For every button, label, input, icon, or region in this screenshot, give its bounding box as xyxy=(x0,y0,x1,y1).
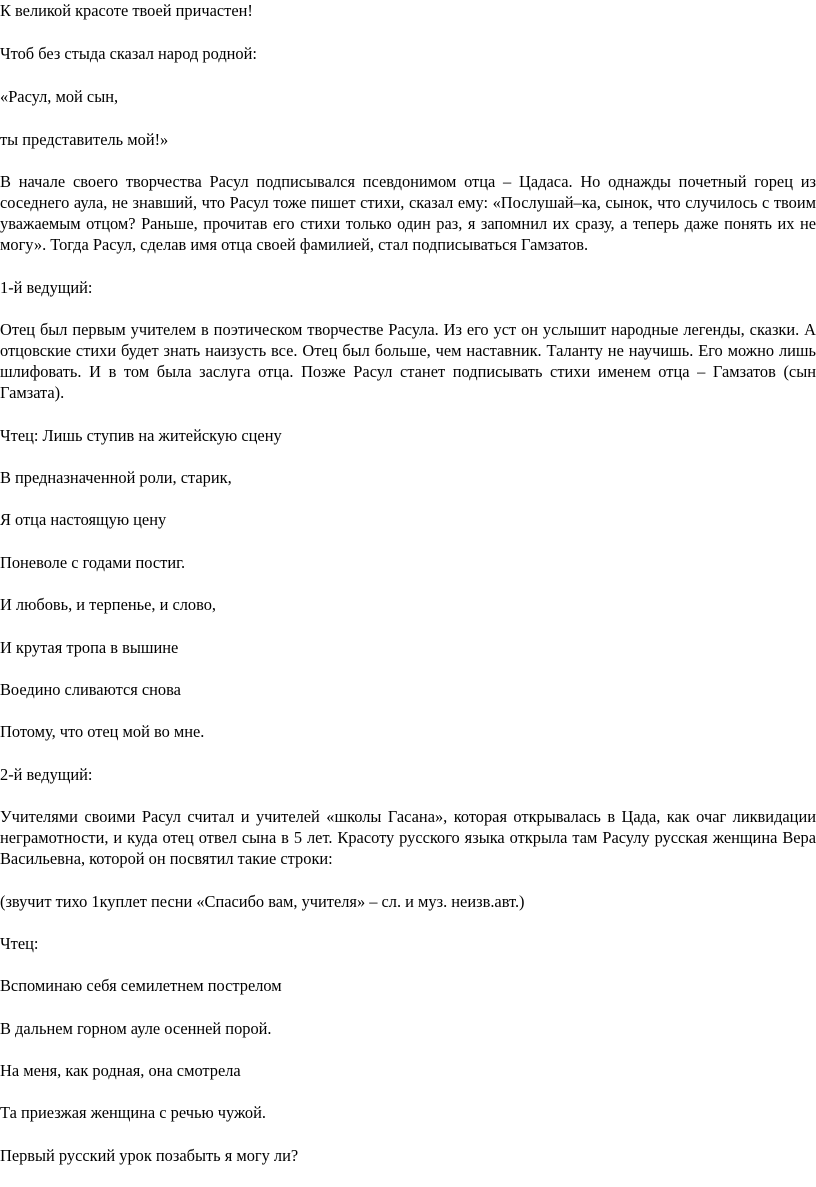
verse-line: К великой красоте твоей причастен! xyxy=(0,1,253,20)
speaker-label: 2-й ведущий: xyxy=(0,765,93,784)
verse-line: Я отца настоящую цену xyxy=(0,510,167,529)
body-paragraph: Отец был первым учителем в поэтическом творчестве Расула. Из его уст он услышит народные легенды, сказки. А отцовские стихи будет знать наизусть все. Отец был больше, чем наставник. Таланту не научишь. Его можно лишь шлифовать. И в том была заслуга отца. Позже Расул станет подписывать стихи именем отца – Гамзатов (сын Гамзата). xyxy=(0,320,816,402)
verse-line: Поневоле с годами постиг. xyxy=(0,553,186,572)
verse-line: ты представитель мой!» xyxy=(0,130,169,149)
verse-line: «Расул, мой сын, xyxy=(0,87,119,106)
verse-line: Та приезжая женщина с речью чужой. xyxy=(0,1103,266,1122)
verse-line: Первый русский урок позабыть я могу ли? xyxy=(0,1146,299,1165)
speaker-label: Чтец: xyxy=(0,934,39,953)
verse-line: Воедино сливаются снова xyxy=(0,680,181,699)
stage-direction: (звучит тихо 1куплет песни «Спасибо вам, учителя» – сл. и муз. неизв.авт.) xyxy=(0,892,525,911)
verse-line: Вспоминаю себя семилетнем пострелом xyxy=(0,976,282,995)
body-paragraph: Учителями своими Расул считал и учителей «школы Гасана», которая открывалась в Цада, как очаг ликвидации неграмотности, и куда отец отвел сына в 5 лет. Красоту русского языка открыла там Расулу русская женщина Вера Васильевна, которой он посвятил такие строки: xyxy=(0,807,816,868)
verse-line: И любовь, и терпенье, и слово, xyxy=(0,595,217,614)
verse-line: На меня, как родная, она смотрела xyxy=(0,1061,241,1080)
verse-line: В дальнем горном ауле осенней порой. xyxy=(0,1019,272,1038)
verse-line: Чтец: Лишь ступив на житейскую сцену xyxy=(0,426,282,445)
verse-line: И крутая тропа в вышине xyxy=(0,638,179,657)
speaker-label: 1-й ведущий: xyxy=(0,278,93,297)
verse-line: Чтоб без стыда сказал народ родной: xyxy=(0,44,257,63)
body-paragraph: В начале своего творчества Расул подписывался псевдонимом отца – Цадаса. Но однажды почетный горец из соседнего аула, не знавший, что Расул тоже пишет стихи, сказал ему: «Послушай–ка, сынок, что случилось с твоим уважаемым отцом? Раньше, прочитав его стихи только один раз, я запомнил их сразу, а теперь даже понять их не могу». Тогда Расул, сделав имя отца своей фамилией, стал подписываться Гамзатов. xyxy=(0,172,816,254)
verse-line: В предназначенной роли, старик, xyxy=(0,468,232,487)
verse-line: Потому, что отец мой во мне. xyxy=(0,722,205,741)
